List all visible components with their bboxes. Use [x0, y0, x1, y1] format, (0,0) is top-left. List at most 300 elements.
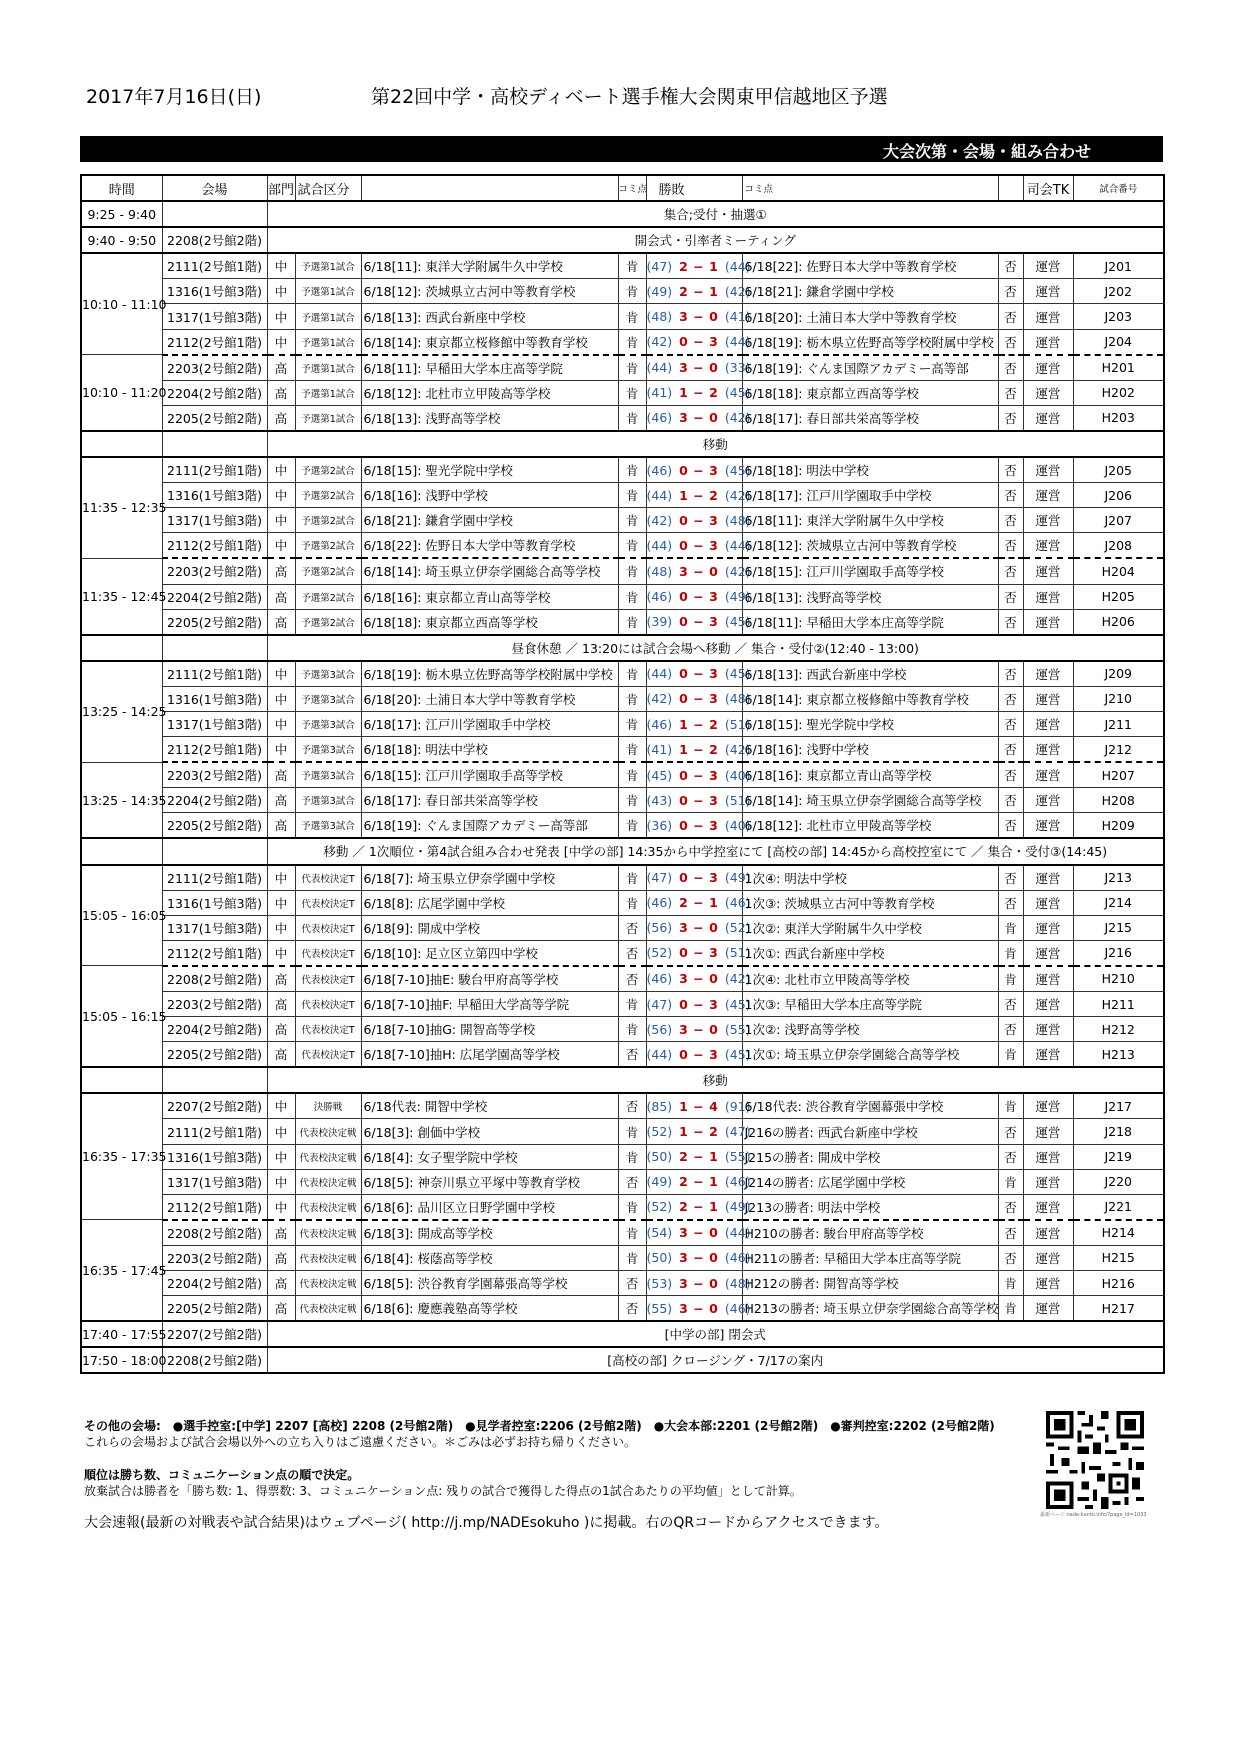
venue: 2207(2号館2階)	[162, 1093, 267, 1119]
moderator: 運営	[1023, 584, 1073, 609]
event-text: 開会式・引率者ミーティング	[267, 227, 1164, 253]
team-affirmative: 6/18[10]: 足立区立第四中学校	[361, 940, 618, 966]
wins-a: 0	[679, 512, 688, 528]
match-number: H215	[1073, 1245, 1164, 1270]
score-separator: −	[693, 410, 704, 426]
side-a: 肯	[618, 279, 646, 304]
division: 高	[267, 609, 295, 635]
team-negative: 1次④: 明法中学校	[742, 865, 998, 891]
division: 高	[267, 1271, 295, 1296]
match-row	[81, 329, 1164, 355]
moderator: 運営	[1023, 1271, 1073, 1296]
division: 高	[267, 584, 295, 609]
venue: 1317(1号館3階)	[162, 304, 267, 329]
wins-b: 1	[709, 1149, 718, 1165]
side-a: 肯	[618, 1119, 646, 1144]
division: 高	[267, 380, 295, 405]
event-venue	[162, 838, 267, 864]
match-type: 予選第1試合	[295, 253, 361, 279]
score-cell	[646, 788, 751, 813]
match-row	[81, 457, 1164, 483]
event-venue	[162, 201, 267, 227]
side-a: 肯	[618, 355, 646, 381]
side-b: 否	[998, 329, 1023, 355]
side-a: 肯	[618, 1017, 646, 1042]
score-separator: −	[693, 563, 704, 579]
team-negative: 1次①: 西武台新座中学校	[742, 940, 998, 966]
moderator: 運営	[1023, 966, 1073, 992]
comm-points-b: (48)	[724, 691, 751, 707]
team-affirmative: 6/18[7-10]抽H: 広尾学園高等学校	[361, 1042, 618, 1068]
forfeit-note: 放棄試合は勝者を「勝ち数: 1、得票数: 3、コミュニケーション点: 残りの試合で獲得した得点の1試合あたりの平均値」として計算。	[84, 1484, 802, 1498]
moderator: 運営	[1023, 483, 1073, 508]
match-type: 予選第3試合	[295, 686, 361, 711]
col-venue: 会場	[162, 175, 267, 201]
wins-a: 2	[679, 258, 688, 274]
score-separator: −	[693, 666, 704, 682]
wins-a: 0	[679, 767, 688, 783]
match-row	[81, 940, 1164, 966]
match-type: 代表校決定戦	[295, 1271, 361, 1296]
comm-points-b: (49)	[724, 870, 751, 886]
match-number: J214	[1073, 890, 1164, 915]
score-separator: −	[693, 920, 704, 936]
match-row	[81, 1296, 1164, 1322]
wins-a: 1	[679, 741, 688, 757]
comm-points-b: (40)	[724, 817, 751, 833]
venue: 2205(2号館2階)	[162, 609, 267, 635]
side-b: 否	[998, 609, 1023, 635]
team-negative: 6/18[15]: 聖光学院中学校	[742, 711, 998, 736]
division: 中	[267, 253, 295, 279]
match-row	[81, 533, 1164, 559]
match-time: 11:35 - 12:35	[81, 457, 162, 558]
moderator: 運営	[1023, 457, 1073, 483]
venue: 2112(2号館1階)	[162, 329, 267, 355]
side-b: 否	[998, 992, 1023, 1017]
venue: 2112(2号館1階)	[162, 533, 267, 559]
team-affirmative: 6/18[13]: 浅野高等学校	[361, 405, 618, 431]
team-affirmative: 6/18[5]: 神奈川県立平塚中等教育学校	[361, 1169, 618, 1194]
score-cell	[646, 661, 751, 687]
team-negative: 6/18[13]: 西武台新座中学校	[742, 661, 998, 687]
score-separator: −	[693, 614, 704, 630]
side-b: 否	[998, 304, 1023, 329]
banner-text: 大会次第・会場・組み合わせ	[882, 142, 1091, 161]
side-b: 否	[998, 483, 1023, 508]
team-affirmative: 6/18[11]: 東洋大学附属牛久中学校	[361, 253, 618, 279]
event-row	[81, 227, 1164, 253]
venue: 2204(2号館2階)	[162, 1271, 267, 1296]
comm-points-b: (45)	[724, 1046, 751, 1062]
match-time: 16:35 - 17:45	[81, 1220, 162, 1321]
wins-b: 0	[709, 360, 718, 376]
division: 中	[267, 329, 295, 355]
match-type: 予選第1試合	[295, 355, 361, 381]
match-row	[81, 762, 1164, 788]
event-venue: 2207(2号館2階)	[162, 1321, 267, 1347]
score-cell	[646, 1042, 751, 1068]
comm-points-a: (54)	[646, 1225, 673, 1241]
match-type: 代表校決定戦	[295, 1169, 361, 1194]
team-negative: H210の勝者: 駿台甲府高等学校	[742, 1220, 998, 1246]
side-a: 否	[618, 940, 646, 966]
side-b: 肯	[998, 1093, 1023, 1119]
team-negative: J215の勝者: 開成中学校	[742, 1144, 998, 1169]
wins-a: 1	[679, 385, 688, 401]
match-number: H211	[1073, 992, 1164, 1017]
venue: 2204(2号館2階)	[162, 1017, 267, 1042]
score-cell	[646, 992, 751, 1017]
score-separator: −	[693, 1300, 704, 1316]
comm-points-b: (46)	[724, 895, 751, 911]
wins-a: 3	[679, 1250, 688, 1266]
team-negative: H211の勝者: 早稲田大学本庄高等学院	[742, 1245, 998, 1270]
wins-a: 2	[679, 1174, 688, 1190]
match-row	[81, 253, 1164, 279]
venue: 1316(1号館3階)	[162, 483, 267, 508]
division: 高	[267, 1296, 295, 1322]
venue: 2111(2号館1階)	[162, 1119, 267, 1144]
event-text: 移動 ／ 1次順位・第4試合組み合わせ発表 [中学の部] 14:35から中学控室にて [高校の部] 14:45から高校控室にて ／ 集合・受付③(14:45)	[267, 838, 1164, 864]
match-row	[81, 609, 1164, 635]
wins-b: 3	[709, 666, 718, 682]
event-text: [高校の部] クロージング・7/17の案内	[267, 1347, 1164, 1373]
event-time	[81, 1067, 162, 1093]
side-a: 否	[618, 1042, 646, 1068]
score-cell	[646, 279, 751, 304]
score-separator: −	[693, 385, 704, 401]
moderator: 運営	[1023, 1296, 1073, 1322]
team-affirmative: 6/18[21]: 鎌倉学園中学校	[361, 508, 618, 533]
team-affirmative: 6/18[11]: 早稲田大学本庄高等学院	[361, 355, 618, 381]
match-type: 予選第3試合	[295, 813, 361, 839]
comm-points-a: (47)	[646, 258, 673, 274]
score-cell	[646, 737, 751, 763]
qr-caption: 最新ページ nade-kanto.info/?page_id=1033	[1040, 1512, 1147, 1518]
team-affirmative: 6/18[7]: 埼玉県立伊奈学園中学校	[361, 865, 618, 891]
col-side	[998, 175, 1023, 201]
match-type: 代表校決定戦	[295, 1245, 361, 1270]
comm-points-b: (41)	[724, 309, 751, 325]
wins-a: 0	[679, 537, 688, 553]
moderator: 運営	[1023, 329, 1073, 355]
score-separator: −	[693, 1250, 704, 1266]
division: 高	[267, 355, 295, 381]
wins-b: 0	[709, 1021, 718, 1037]
team-negative: 6/18[19]: ぐんま国際アカデミー高等部	[742, 355, 998, 381]
match-row	[81, 915, 1164, 940]
comm-points-a: (50)	[646, 1250, 673, 1266]
moderator: 運営	[1023, 1144, 1073, 1169]
col-result: 勝敗	[646, 175, 742, 201]
division: 中	[267, 686, 295, 711]
side-b: 肯	[998, 940, 1023, 966]
match-row	[81, 737, 1164, 763]
match-row	[81, 508, 1164, 533]
moderator: 運営	[1023, 813, 1073, 839]
event-text: 移動	[267, 1067, 1164, 1093]
team-affirmative: 6/18[15]: 江戸川学園取手高等学校	[361, 762, 618, 788]
match-number: J210	[1073, 686, 1164, 711]
comm-points-b: (46)	[724, 1300, 751, 1316]
score-separator: −	[693, 283, 704, 299]
team-negative: 6/18[22]: 佐野日本大学中等教育学校	[742, 253, 998, 279]
match-time: 10:10 - 11:10	[81, 253, 162, 354]
score-cell	[646, 1093, 751, 1119]
division: 中	[267, 508, 295, 533]
wins-a: 1	[679, 487, 688, 503]
side-b: 否	[998, 558, 1023, 584]
team-negative: 6/18[19]: 栃木県立佐野高等学校附属中学校	[742, 329, 998, 355]
wins-b: 0	[709, 971, 718, 987]
section-banner	[80, 136, 1163, 162]
match-number: J215	[1073, 915, 1164, 940]
match-type: 予選第2試合	[295, 533, 361, 559]
match-type: 代表校決定T	[295, 940, 361, 966]
match-row	[81, 1271, 1164, 1296]
side-a: 肯	[618, 253, 646, 279]
comm-points-a: (44)	[646, 487, 673, 503]
match-type: 予選第1試合	[295, 380, 361, 405]
col-time: 時間	[81, 175, 162, 201]
comm-points-a: (46)	[646, 462, 673, 478]
event-text: 移動	[267, 431, 1164, 457]
side-b: 否	[998, 380, 1023, 405]
side-a: 肯	[618, 661, 646, 687]
moderator: 運営	[1023, 992, 1073, 1017]
match-number: J202	[1073, 279, 1164, 304]
col-match-number: 試合番号	[1073, 175, 1164, 201]
score-separator: −	[693, 817, 704, 833]
comm-points-a: (44)	[646, 360, 673, 376]
side-b: 肯	[998, 966, 1023, 992]
comm-points-a: (42)	[646, 334, 673, 350]
score-cell	[646, 253, 751, 279]
comm-points-a: (49)	[646, 283, 673, 299]
comm-points-a: (46)	[646, 410, 673, 426]
match-time: 13:25 - 14:25	[81, 661, 162, 762]
score-separator: −	[693, 462, 704, 478]
comm-points-a: (43)	[646, 792, 673, 808]
moderator: 運営	[1023, 865, 1073, 891]
division: 高	[267, 558, 295, 584]
team-negative: J213の勝者: 明法中学校	[742, 1194, 998, 1220]
venue: 2112(2号館1階)	[162, 737, 267, 763]
division: 中	[267, 1169, 295, 1194]
match-time: 16:35 - 17:35	[81, 1093, 162, 1219]
division: 中	[267, 1093, 295, 1119]
comm-points-b: (44)	[724, 1225, 751, 1241]
match-row	[81, 279, 1164, 304]
wins-a: 0	[679, 996, 688, 1012]
wins-b: 3	[709, 792, 718, 808]
comm-points-a: (85)	[646, 1098, 673, 1114]
side-a: 肯	[618, 1220, 646, 1246]
ranking-note: 順位は勝ち数、コミュニケーション点の順で決定。	[84, 1468, 360, 1482]
match-row	[81, 1194, 1164, 1220]
division: 中	[267, 457, 295, 483]
side-b: 否	[998, 457, 1023, 483]
division: 中	[267, 711, 295, 736]
comm-points-a: (49)	[646, 1174, 673, 1190]
comm-points-a: (52)	[646, 945, 673, 961]
match-number: J201	[1073, 253, 1164, 279]
match-number: H204	[1073, 558, 1164, 584]
side-a: 否	[618, 1271, 646, 1296]
side-b: 肯	[998, 1296, 1023, 1322]
col-comm-points-a: コミ点	[618, 175, 646, 201]
comm-points-b: (42)	[724, 410, 751, 426]
event-text: 集合;受付・抽選①	[267, 201, 1164, 227]
moderator: 運営	[1023, 380, 1073, 405]
score-cell	[646, 405, 751, 431]
event-row	[81, 201, 1164, 227]
col-comm-points-b: コミ点	[742, 175, 998, 201]
restriction-note: これらの会場および試合会場以外への立ち入りはご遠慮ください。＊ごみは必ずお持ち帰りください。	[84, 1435, 637, 1449]
moderator: 運営	[1023, 661, 1073, 687]
match-type: 代表校決定T	[295, 966, 361, 992]
match-number: J206	[1073, 483, 1164, 508]
match-type: 予選第3試合	[295, 711, 361, 736]
comm-points-b: (40)	[724, 767, 751, 783]
match-time: 11:35 - 12:45	[81, 558, 162, 634]
moderator: 運営	[1023, 890, 1073, 915]
team-negative: 6/18[15]: 江戸川学園取手高等学校	[742, 558, 998, 584]
event-row	[81, 635, 1164, 661]
score-cell	[646, 558, 751, 584]
side-a: 肯	[618, 737, 646, 763]
side-b: 否	[998, 355, 1023, 381]
moderator: 運営	[1023, 558, 1073, 584]
division: 中	[267, 940, 295, 966]
qr-code-icon[interactable]	[1046, 1411, 1144, 1509]
division: 中	[267, 279, 295, 304]
match-number: H210	[1073, 966, 1164, 992]
wins-b: 3	[709, 870, 718, 886]
score-cell	[646, 966, 751, 992]
venue: 2112(2号館1階)	[162, 940, 267, 966]
wins-a: 3	[679, 1225, 688, 1241]
side-b: 否	[998, 661, 1023, 687]
match-row	[81, 788, 1164, 813]
side-b: 否	[998, 405, 1023, 431]
comm-points-b: (48)	[724, 512, 751, 528]
schedule-table	[80, 174, 1165, 1374]
wins-b: 1	[709, 1174, 718, 1190]
side-b: 否	[998, 279, 1023, 304]
comm-points-a: (44)	[646, 1046, 673, 1062]
match-number: J217	[1073, 1093, 1164, 1119]
comm-points-b: (42)	[724, 487, 751, 503]
match-row	[81, 355, 1164, 381]
comm-points-a: (46)	[646, 895, 673, 911]
team-negative: 1次③: 早稲田大学本庄高等学院	[742, 992, 998, 1017]
comm-points-b: (47)	[724, 1124, 751, 1140]
venue: 2203(2号館2階)	[162, 558, 267, 584]
wins-b: 2	[709, 1124, 718, 1140]
team-affirmative: 6/18[19]: ぐんま国際アカデミー高等部	[361, 813, 618, 839]
score-separator: −	[693, 1199, 704, 1215]
team-negative: H212の勝者: 開智高等学校	[742, 1271, 998, 1296]
team-affirmative: 6/18[22]: 佐野日本大学中等教育学校	[361, 533, 618, 559]
wins-a: 3	[679, 563, 688, 579]
comm-points-b: (42)	[724, 971, 751, 987]
venue: 1316(1号館3階)	[162, 1144, 267, 1169]
match-row	[81, 711, 1164, 736]
match-row	[81, 1093, 1164, 1119]
match-type: 予選第2試合	[295, 558, 361, 584]
wins-a: 0	[679, 691, 688, 707]
web-link-note[interactable]: 大会速報(最新の対戦表や試合結果)はウェブページ( http://j.mp/NADEsokuho )に掲載。右のQRコードからアクセスできます。	[84, 1515, 889, 1531]
side-a: 肯	[618, 380, 646, 405]
wins-a: 1	[679, 1098, 688, 1114]
team-negative: J214の勝者: 広尾学園中学校	[742, 1169, 998, 1194]
comm-points-a: (47)	[646, 870, 673, 886]
match-row	[81, 1144, 1164, 1169]
wins-b: 0	[709, 1225, 718, 1241]
team-negative: 6/18[12]: 北杜市立甲陵高等学校	[742, 813, 998, 839]
comm-points-b: (55)	[724, 1021, 751, 1037]
moderator: 運営	[1023, 711, 1073, 736]
side-b: 肯	[998, 1042, 1023, 1068]
team-affirmative: 6/18[5]: 渋谷教育学園幕張高等学校	[361, 1271, 618, 1296]
score-separator: −	[693, 1275, 704, 1291]
comm-points-b: (45)	[724, 996, 751, 1012]
score-cell	[646, 483, 751, 508]
division: 中	[267, 483, 295, 508]
moderator: 運営	[1023, 1093, 1073, 1119]
wins-b: 0	[709, 410, 718, 426]
match-row	[81, 1245, 1164, 1270]
match-number: J209	[1073, 661, 1164, 687]
moderator: 運営	[1023, 737, 1073, 763]
score-separator: −	[693, 258, 704, 274]
team-affirmative: 6/18[6]: 品川区立日野学園中学校	[361, 1194, 618, 1220]
side-a: 肯	[618, 865, 646, 891]
team-affirmative: 6/18[7-10]抽E: 駿台甲府高等学校	[361, 966, 618, 992]
side-b: 否	[998, 1245, 1023, 1270]
moderator: 運営	[1023, 253, 1073, 279]
comm-points-a: (55)	[646, 1300, 673, 1316]
team-affirmative: 6/18[17]: 春日部共栄高等学校	[361, 788, 618, 813]
match-number: H212	[1073, 1017, 1164, 1042]
team-affirmative: 6/18[3]: 開成高等学校	[361, 1220, 618, 1246]
match-row	[81, 865, 1164, 891]
team-affirmative: 6/18[8]: 広尾学園中学校	[361, 890, 618, 915]
team-affirmative: 6/18[3]: 創価中学校	[361, 1119, 618, 1144]
event-venue	[162, 635, 267, 661]
match-number: J207	[1073, 508, 1164, 533]
match-number: J208	[1073, 533, 1164, 559]
moderator: 運営	[1023, 1017, 1073, 1042]
team-negative: 1次②: 浅野高等学校	[742, 1017, 998, 1042]
match-type: 予選第1試合	[295, 279, 361, 304]
match-number: J220	[1073, 1169, 1164, 1194]
match-row	[81, 661, 1164, 687]
match-row	[81, 304, 1164, 329]
score-cell	[646, 1119, 751, 1144]
event-time: 17:40 - 17:55	[81, 1321, 162, 1347]
venue: 1317(1号館3階)	[162, 508, 267, 533]
match-number: J204	[1073, 329, 1164, 355]
wins-b: 3	[709, 691, 718, 707]
comm-points-b: (42)	[724, 563, 751, 579]
wins-a: 3	[679, 1275, 688, 1291]
match-type: 代表校決定T	[295, 915, 361, 940]
score-cell	[646, 686, 751, 711]
match-row	[81, 686, 1164, 711]
